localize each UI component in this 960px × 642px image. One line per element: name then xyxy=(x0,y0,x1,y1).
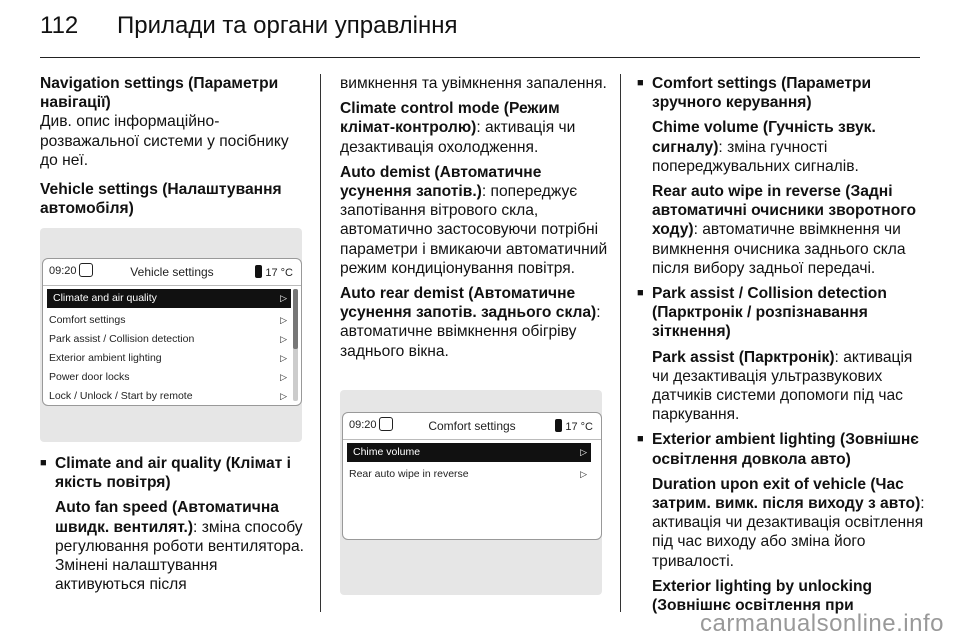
chevron-right-icon: ▷ xyxy=(280,372,287,382)
screen-title: Comfort settings xyxy=(428,419,516,433)
climate-mode-label: Climate control mode (Режим клімат-контролю) xyxy=(340,100,560,137)
header-rule xyxy=(40,57,920,58)
chevron-right-icon: ▷ xyxy=(280,391,287,401)
menu-item-climate[interactable] xyxy=(47,289,291,308)
thermometer-icon xyxy=(555,419,562,432)
fan-speed-item xyxy=(40,498,308,594)
menu-item-park-assist[interactable] xyxy=(43,330,301,349)
menu-item-rear-wipe[interactable] xyxy=(343,465,601,484)
screen-time: 09:20 xyxy=(49,265,77,277)
thermometer-icon xyxy=(255,265,262,278)
fan-speed-label: Auto fan speed (Автоматична швидк. вентилят.) xyxy=(55,499,279,536)
park-assist-text: : активація чи дезактивація ультразвукових датчиків системи допомоги під час паркування. xyxy=(652,348,913,424)
column-divider-2 xyxy=(620,74,621,612)
climate-mode-text: : активація чи дезактивація охолодження. xyxy=(340,119,576,156)
menu-item-chime-volume[interactable] xyxy=(347,443,591,462)
column-1-lower xyxy=(40,454,308,594)
menu-item-exterior-lighting[interactable] xyxy=(43,349,301,368)
duration-item xyxy=(637,475,927,571)
park-heading: ■ Park assist / Collision detection (Парктронік / розпізнавання зіткнення) xyxy=(637,284,927,342)
unlock-lighting-label: Exterior lighting by unlocking (Зовнішнє освітлення при xyxy=(652,577,873,615)
rear-wipe-label: Rear auto wipe in reverse (Задні автоматичні очисники зворотного ходу) xyxy=(652,183,917,239)
chevron-right-icon: ▷ xyxy=(280,293,287,303)
chevron-right-icon: ▷ xyxy=(580,469,587,479)
chevron-right-icon: ▷ xyxy=(280,353,287,363)
screen-header xyxy=(43,259,301,286)
menu-item-label: Comfort settings xyxy=(49,314,126,326)
chevron-right-icon: ▷ xyxy=(580,447,587,457)
column-3 xyxy=(637,74,927,615)
nav-heading: Navigation settings (Параметри навігації) xyxy=(40,75,279,112)
screen-header xyxy=(343,413,601,440)
screen-time: 09:20 xyxy=(349,419,377,431)
menu-item-label: Power door locks xyxy=(49,371,130,383)
scrollbar-thumb[interactable] xyxy=(293,289,298,349)
chevron-right-icon: ▷ xyxy=(280,315,287,325)
watermark: carmanualsonline.info xyxy=(700,610,944,637)
climate-heading: ■ Climate and air quality (Клімат і якість повітря) xyxy=(40,454,308,492)
chime-label: Chime volume (Гучність звук. сигналу) xyxy=(652,119,876,156)
auto-demist-text: : попереджує запотівання вітрового скла, автоматично застосовуючи потрібні параметри і вмикаючи автоматичний режим кондиціонування повітря. xyxy=(340,183,608,277)
rear-demist-text: : автоматичне ввімкнення обігріву заднього вікна. xyxy=(340,304,601,360)
duration-text: : активація чи дезактивація освітлення під час виходу або зміна його тривалості. xyxy=(652,495,925,570)
chevron-right-icon: ▷ xyxy=(280,334,287,344)
screen-title: Vehicle settings xyxy=(130,265,214,279)
rear-wipe-item xyxy=(637,182,927,278)
screen-temperature xyxy=(555,419,593,433)
auto-demist-item xyxy=(340,163,610,278)
display-screen xyxy=(342,412,602,540)
page-number: 112 xyxy=(40,12,79,39)
rear-wipe-text: : автоматичне ввімкнення чи вимкнення очисника заднього скла після вибору задньої передачі. xyxy=(652,221,906,277)
menu-item-label: Lock / Unlock / Start by remote xyxy=(49,390,193,402)
fan-speed-text: : зміна способу регулювання роботи вентилятора. Змінені налаштування активуються після xyxy=(55,518,304,594)
exterior-heading: ■ Exterior ambient lighting (Зовнішнє освітлення довкола авто) xyxy=(637,430,927,468)
rear-demist-item xyxy=(340,284,610,361)
auto-demist-label: Auto demist (Автоматичне усунення запотів.) xyxy=(340,163,542,201)
park-assist-item xyxy=(637,348,927,425)
chime-text: : зміна гучності попереджувальних сигналів. xyxy=(652,138,859,175)
vehicle-heading: Vehicle settings (Налаштування автомобіля) xyxy=(40,181,282,218)
vehicle-settings-screenshot xyxy=(40,228,302,442)
comfort-heading: ■ Comfort settings (Параметри зручного керування) xyxy=(637,74,927,112)
display-screen xyxy=(42,258,302,406)
temperature-value: 17 °C xyxy=(565,421,593,433)
climate-mode-item xyxy=(340,99,610,157)
menu-item-label: Rear auto wipe in reverse xyxy=(349,468,469,480)
rear-demist-label: Auto rear demist (Автоматичне усунення запотів. заднього скла) xyxy=(340,285,597,322)
column-1 xyxy=(40,74,308,218)
column-2 xyxy=(340,74,610,361)
scrollbar[interactable] xyxy=(293,289,298,401)
menu-item-label: Park assist / Collision detection xyxy=(49,333,195,345)
screen-temperature xyxy=(255,265,293,279)
menu-item-comfort[interactable] xyxy=(43,311,301,330)
continued-text: вимкнення та увімкнення запалення. xyxy=(340,75,607,92)
comfort-settings-screenshot xyxy=(340,390,602,595)
page-title: Прилади та органи управління xyxy=(117,12,458,39)
menu-item-label: Climate and air quality xyxy=(53,292,157,304)
duration-label: Duration upon exit of vehicle (Час затрим. вимк. після виходу з авто) xyxy=(652,475,921,513)
column-divider-1 xyxy=(320,74,321,612)
menu-item-label: Chime volume xyxy=(353,446,421,458)
park-assist-label: Park assist (Парктронік) xyxy=(652,348,835,366)
menu-item-power-door-locks[interactable] xyxy=(43,368,301,387)
nav-text: Див. опис інформаційно-розважальної системи у посібнику до неї. xyxy=(40,113,289,169)
chime-item xyxy=(637,118,927,176)
menu-item-label: Exterior ambient lighting xyxy=(49,352,162,364)
menu-item-lock-unlock[interactable] xyxy=(43,387,301,406)
temperature-value: 17 °C xyxy=(265,267,293,279)
